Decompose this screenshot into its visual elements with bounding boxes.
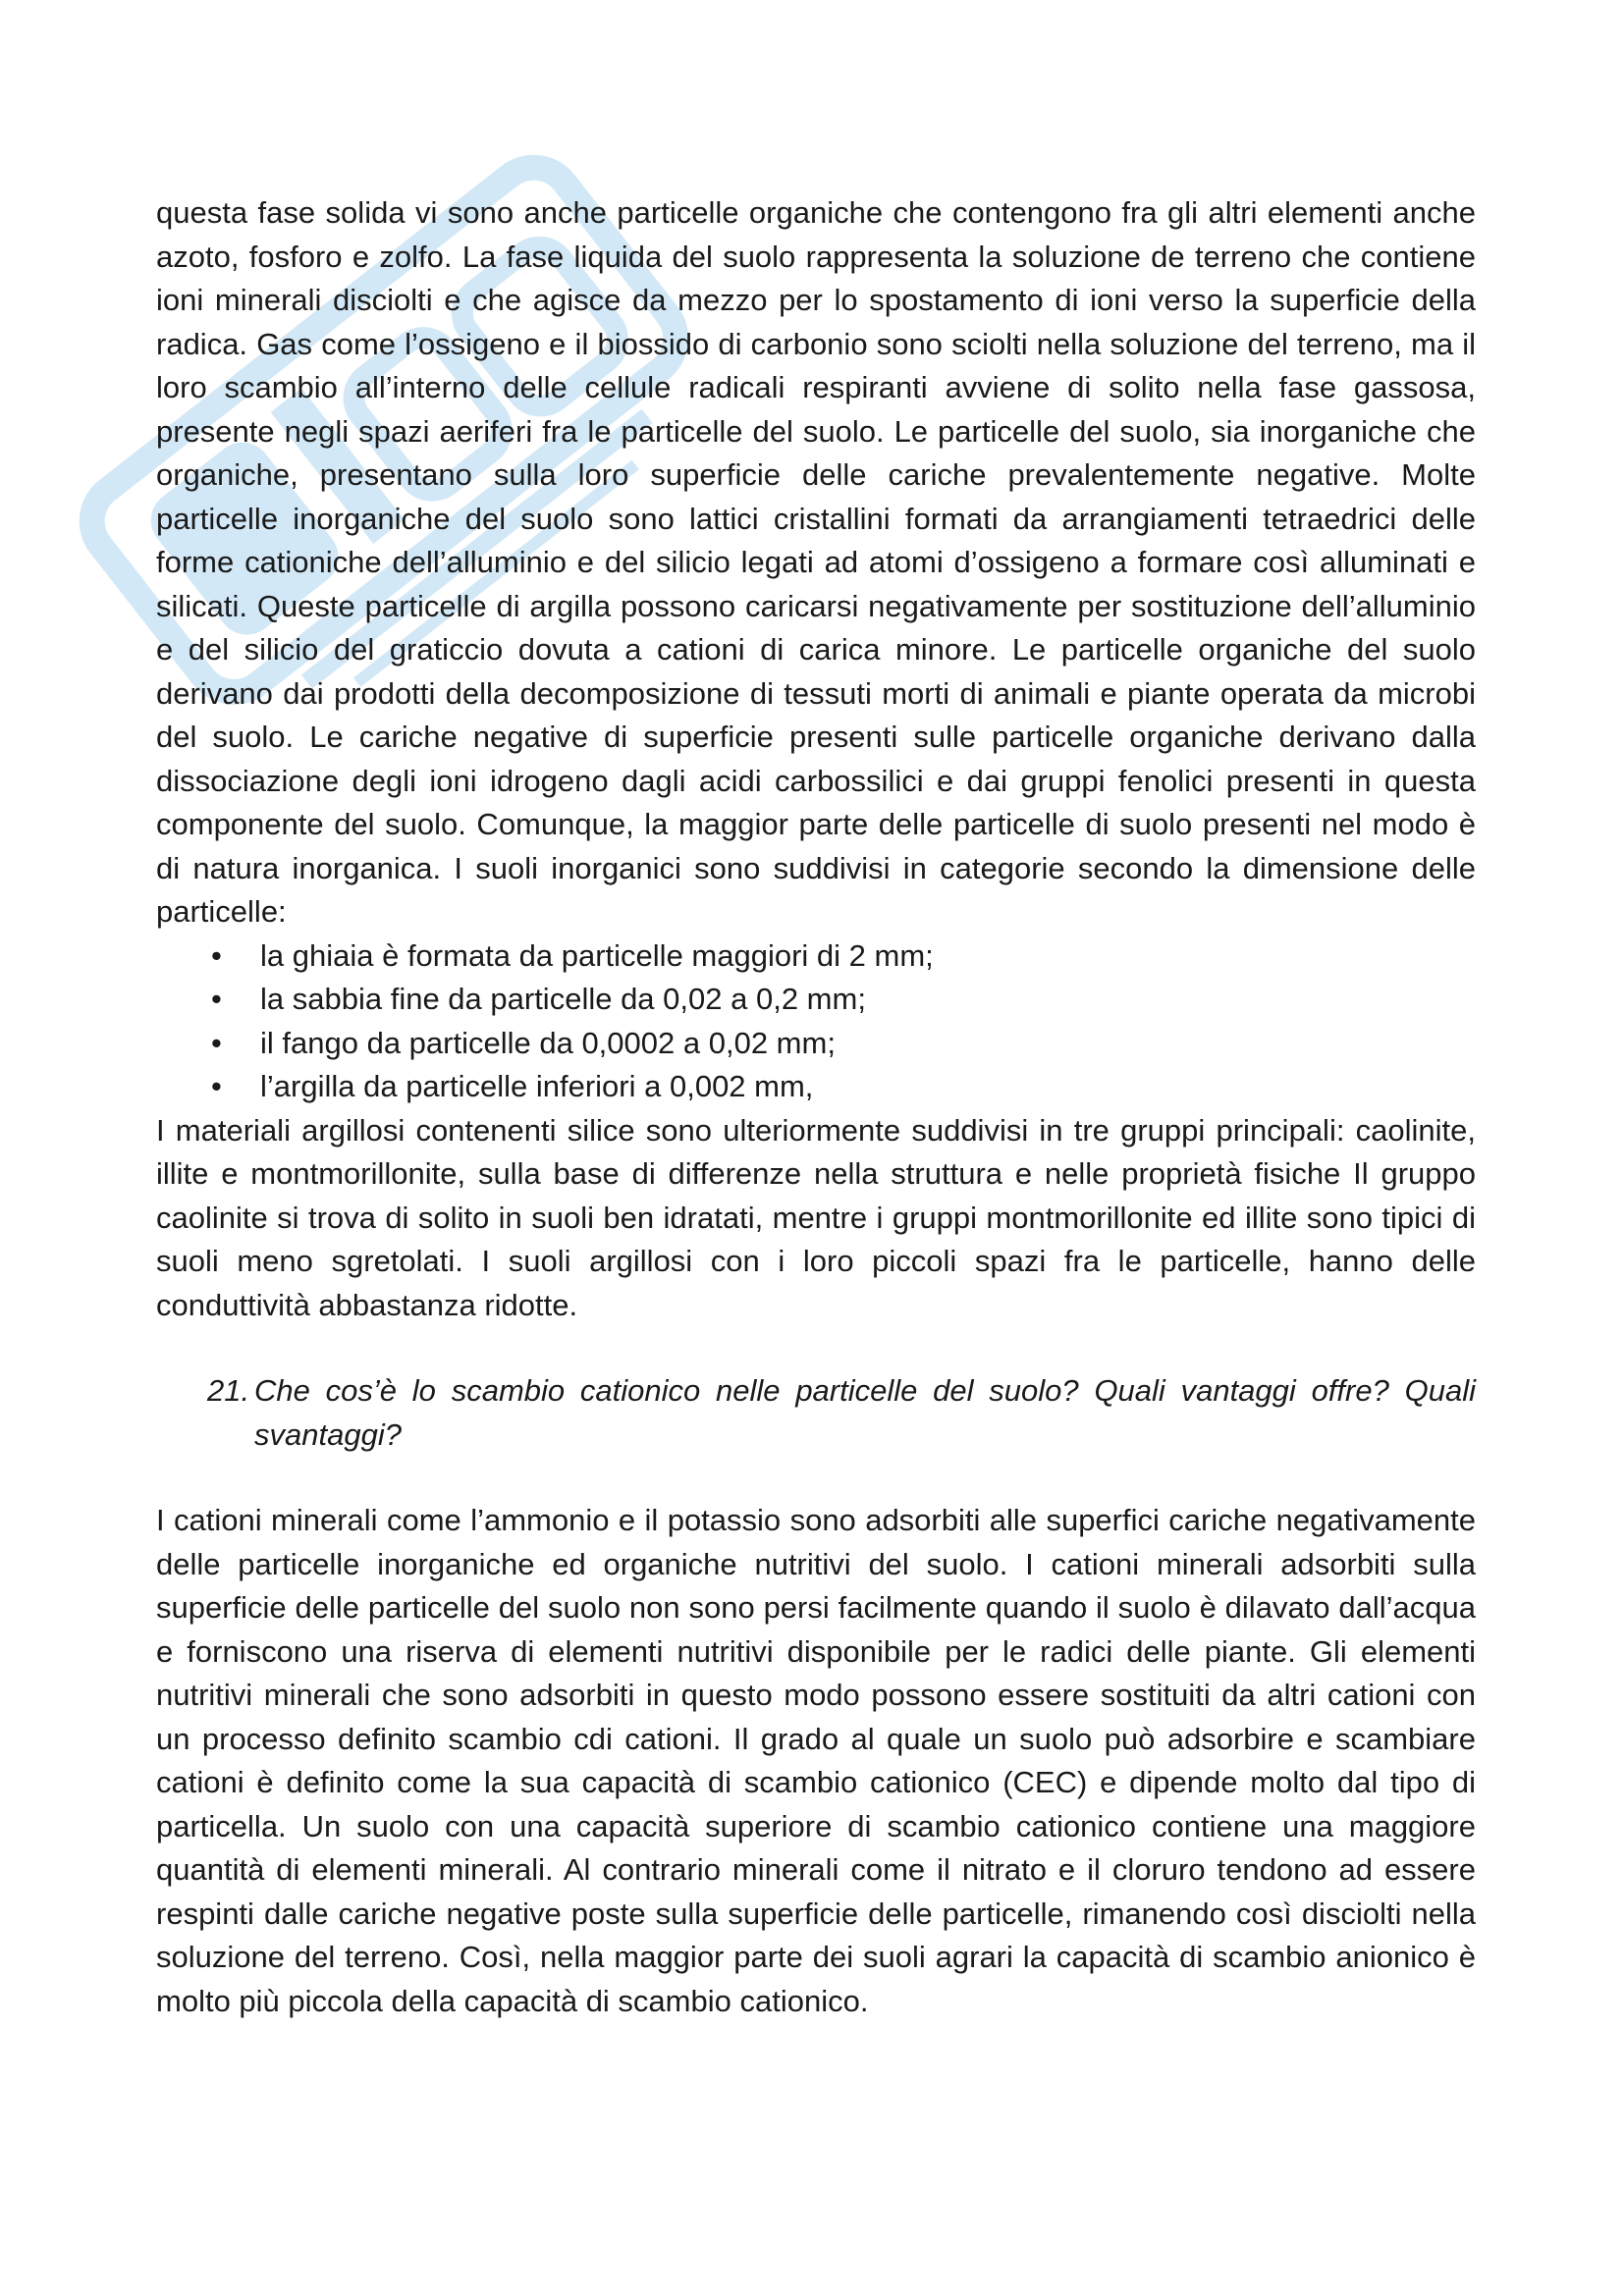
list-item-text: la ghiaia è formata da particelle maggiori di 2 mm; (260, 937, 934, 973)
question-heading (156, 1369, 1476, 1457)
bullet-icon: • (211, 1069, 222, 1103)
list-item (211, 978, 1476, 1022)
list-item-text: l’argilla da particelle inferiori a 0,002 mm, (260, 1069, 814, 1103)
body-paragraph: questa fase solida vi sono anche particelle organiche che contengono fra gli altri elementi anche azoto, fosforo e zolfo. La fase liquida del suolo rappresenta la soluzione de terreno che contiene ioni minerali disciolti e che agisce da mezzo per lo spostamento di ioni verso la superficie della radica. Gas come l’ossigeno e il biossido di carbonio sono sciolti nella soluzione del terreno, ma il loro scambio all’interno delle cellule radicali respiranti avviene di solito nella fase gassosa, presente negli spazi aeriferi fra le particelle del suolo. Le particelle del suolo, sia inorganiche che organiche, presentano sulla loro superficie delle cariche prevalentemente negative. Molte particelle inorganiche del suolo sono lattici cristallini formati da arrangiamenti tetraedrici delle forme cationiche dell’alluminio e del silicio legati ad atomi d’ossigeno a formare così alluminati e silicati. Queste particelle di argilla possono caricarsi negativamente per sostituzione dell’alluminio e del silicio del graticcio dovuta a cationi di carica minore. Le particelle organiche del suolo derivano dai prodotti della decomposizione di tessuti morti di animali e piante operata da microbi del suolo. Le cariche negative di superficie presenti sulle particelle organiche derivano dalla dissociazione degli ioni idrogeno dagli acidi carbossilici e dai gruppi fenolici presenti in questa componente del suolo. Comunque, la maggior parte delle particelle di suolo presenti nel modo è di natura inorganica. I suoli inorganici sono suddivisi in categorie secondo la dimensione delle particelle: (156, 195, 1476, 929)
list-item (211, 1022, 1476, 1066)
bullet-icon: • (211, 1025, 222, 1060)
question-text: Che cos’è lo scambio cationico nelle particelle del suolo? Quali vantaggi offre? Quali svantaggi? (254, 1373, 1476, 1452)
particle-size-list (156, 934, 1476, 1109)
bullet-icon: • (211, 982, 222, 1016)
question-number: 21. (207, 1373, 250, 1408)
list-item-text: il fango da particelle da 0,0002 a 0,02 mm; (260, 1025, 836, 1060)
bullet-icon: • (211, 937, 222, 973)
document-page (156, 191, 1476, 2023)
body-paragraph: I materiali argillosi contenenti silice sono ulteriormente suddivisi in tre gruppi principali: caolinite, illite e montmorillonite, sulla base di differenze nella struttura e nelle proprietà fisiche Il gruppo caolinite si trova di solito in suoli ben idratati, mentre i gruppi montmorillonite ed illite sono tipici di suoli meno sgretolati. I suoli argillosi con i loro piccoli spazi fra le particelle, hanno delle conduttività abbastanza ridotte. (156, 1112, 1476, 1322)
body-paragraph: I cationi minerali come l’ammonio e il potassio sono adsorbiti alle superfici cariche negativamente delle particelle inorganiche ed organiche nutritivi del suolo. I cationi minerali adsorbiti sulla superficie delle particelle del suolo non sono persi facilmente quando il suolo è dilavato dall’acqua e forniscono una riserva di elementi nutritivi disponibile per le radici delle piante. Gli elementi nutritivi minerali che sono adsorbiti in questo modo possono essere sostituiti da altri cationi con un processo definito scambio cdi cationi. Il grado al quale un suolo può adsorbire e scambiare cationi è definito come la sua capacità di scambio cationico (CEC) e dipende molto dal tipo di particella. Un suolo con una capacità superiore di scambio cationico contiene una maggiore quantità di elementi minerali. Al contrario minerali come il nitrato e il cloruro tendono ad essere respinti dalle cariche negative poste sulla superficie delle particelle, rimanendo così disciolti nella soluzione del terreno. Così, nella maggior parte dei suoli agrari la capacità di scambio anionico è molto più piccola della capacità di scambio cationico. (156, 1503, 1476, 2018)
list-item (211, 1065, 1476, 1109)
list-item-text: la sabbia fine da particelle da 0,02 a 0,2 mm; (260, 982, 866, 1016)
list-item (211, 934, 1476, 979)
